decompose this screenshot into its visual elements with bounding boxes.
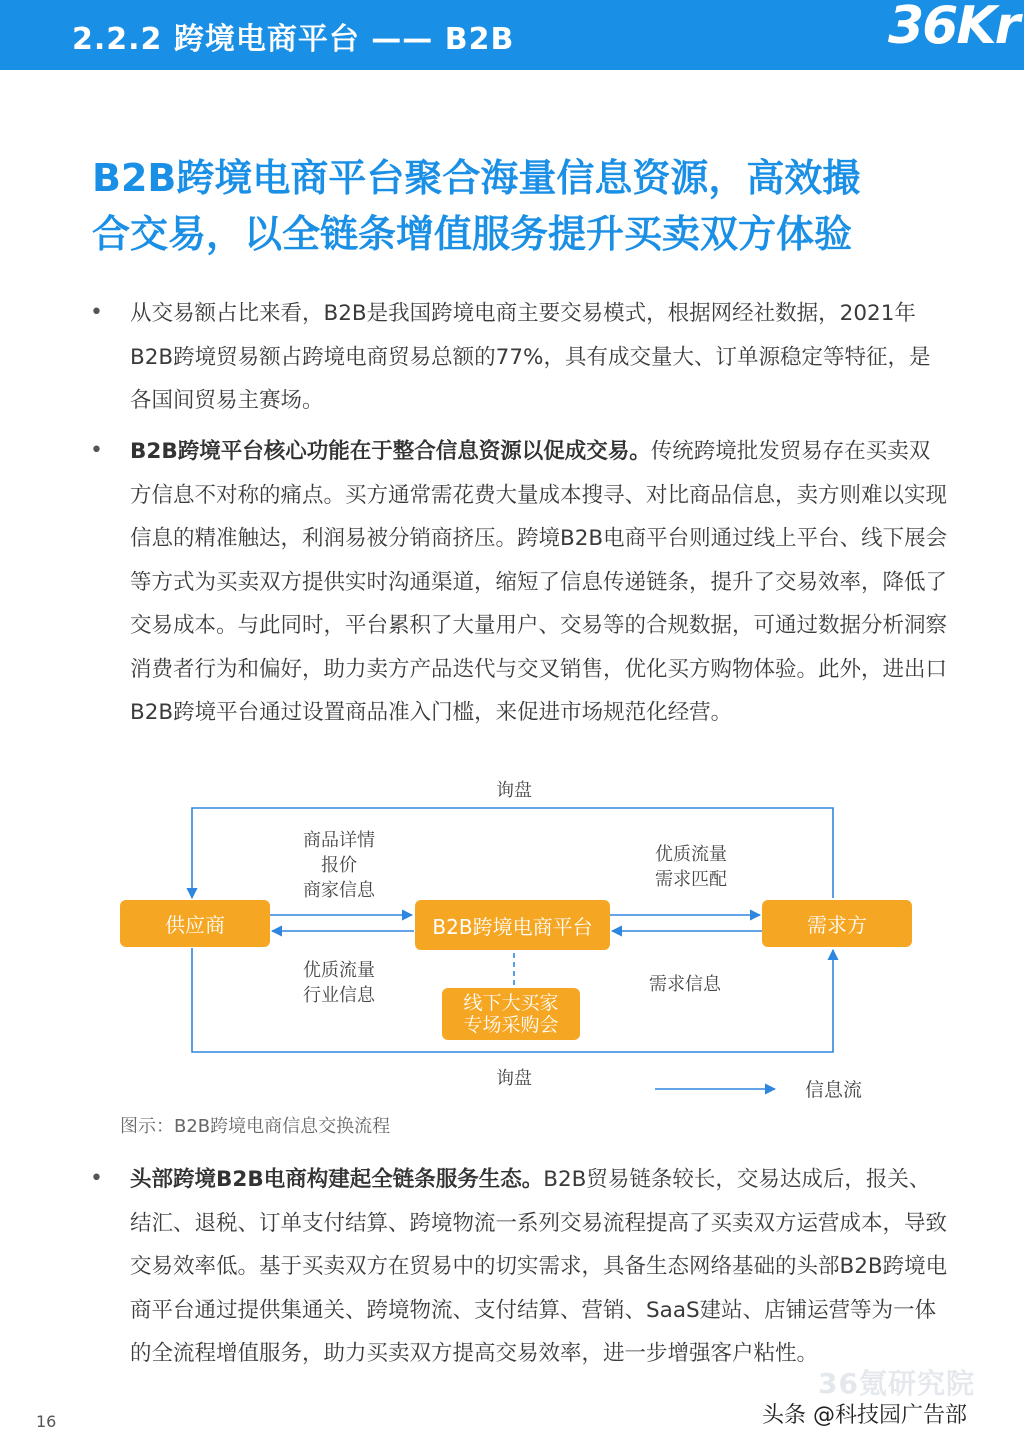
bullet-3: • [90,1166,103,1191]
label-demand-match: 需求匹配 [655,869,727,890]
node-buyer: 需求方 [762,900,912,947]
page-number: 16 [36,1412,57,1431]
paragraph-1-text: 从交易额占比来看，B2B是我国跨境电商主要交易模式，根据网经社数据，2021年B2B跨境贸易额占跨境电商贸易总额的77%，具有成交量大、订单源稳定等特征，是各国间贸易主赛场。 [130,301,931,413]
paragraph-2-text: 传统跨境批发贸易存在买卖双方信息不对称的痛点。买方通常需花费大量成本搜寻、对比商品信息，卖方则难以实现信息的精准触达，利润易被分销商挤压。跨境B2B电商平台则通过线上平台、线下展会等方式为买卖双方提供实时沟通渠道，缩短了信息传递链条，提升了交易效率，降低了交易成本。与此同时，平台累积了大量用户、交易等的合规数据，可通过数据分析洞察消费者行为和偏好，助力卖方产品迭代与交叉销售，优化买方购物体验。此外，进出口B2B跨境平台通过设置商品准入门槛，来促进市场规范化经营。 [130,439,948,725]
label-inquiry-top: 询盘 [496,780,532,801]
main-heading-line-2: 合交易，以全链条增值服务提升买卖双方体验 [92,212,853,256]
section-title: 2.2.2 跨境电商平台 —— B2B [72,22,515,57]
node-supplier: 供应商 [120,900,270,947]
paragraph-3-text: B2B贸易链条较长，交易达成后，报关、结汇、退税、订单支付结算、跨境物流一系列交易流程提高了买卖双方运营成本，导致交易效率低。基于买卖双方在贸易中的切实需求，具备生态网络基础的头部B2B跨境电商平台通过提供集通关、跨境物流、支付结算、营销、SaaS建站、店铺运营等为一体的全流程增值服务，助力买卖双方提高交易效率，进一步增强客户粘性。 [130,1167,948,1366]
node-offline-fair [442,988,580,1040]
figure-caption: 图示：B2B跨境电商信息交换流程 [120,1116,391,1137]
label-quote: 报价 [321,855,357,876]
label-product-details: 商品详情 [303,830,375,851]
node-platform: B2B跨境电商平台 [415,900,610,950]
bullet-1: • [90,300,103,325]
paragraph-1 [130,292,950,423]
paragraph-3-bold: 头部跨境B2B电商构建起全链条服务生态。 [130,1167,544,1192]
arrow-inquiry-top [192,808,833,898]
paragraph-3 [130,1158,950,1376]
legend-label: 信息流 [805,1079,863,1101]
paragraph-2 [130,430,950,735]
watermark: 36氪研究院 [818,1367,975,1400]
label-merchant-info: 商家信息 [303,880,375,901]
paragraph-2-bold: B2B跨境平台核心功能在于整合信息资源以促成交易。 [130,439,651,464]
label-platform-to-buyer [655,842,727,892]
main-heading [92,150,972,262]
header-bar [0,0,1024,70]
label-quality-traffic-1: 优质流量 [303,960,375,981]
label-industry-info: 行业信息 [303,985,375,1006]
info-flow-diagram [100,770,960,1140]
bullet-2: • [90,438,103,463]
label-inquiry-bottom: 询盘 [496,1068,532,1089]
node-offline-line-1: 线下大买家 [463,992,559,1014]
node-offline-line-2: 专场采购会 [463,1014,559,1036]
brand-logo: 36Kr [888,0,1019,56]
source-tag: 头条 @科技园广告部 [762,1403,967,1428]
label-supplier-info [303,828,375,903]
label-platform-to-supplier [303,958,375,1008]
label-quality-traffic-2: 优质流量 [655,844,727,865]
main-heading-line-1: B2B跨境电商平台聚合海量信息资源，高效撮 [92,156,861,200]
label-demand-info: 需求信息 [649,974,721,995]
